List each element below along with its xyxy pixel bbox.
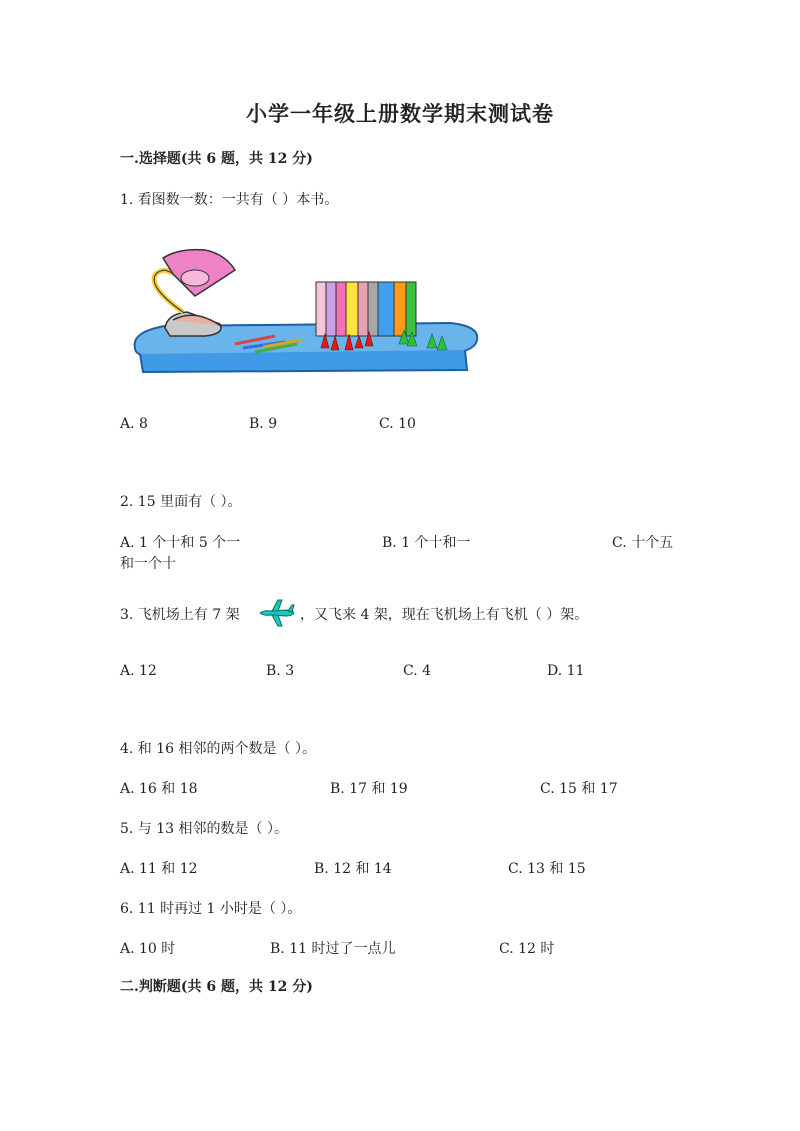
- question-6-stem: 6. 11 时再过 1 小时是（ ）。: [120, 901, 302, 917]
- question-3-stem-after: ，又飞来 4 架，现在飞机场上有飞机（ ）架。: [300, 607, 589, 623]
- question-2-option-a: A. 1 个十和 5 个一: [120, 535, 241, 551]
- question-4-option-b: B. 17 和 19: [330, 781, 408, 797]
- question-5-option-c: C. 13 和 15: [508, 861, 586, 877]
- question-1-option-b: B. 9: [249, 416, 278, 432]
- question-6-option-a: A. 10 时: [120, 941, 176, 957]
- question-3-stem-before: 3. 飞机场上有 7 架: [120, 607, 240, 623]
- question-6-option-c: C. 12 时: [499, 941, 555, 957]
- page-title: 小学一年级上册数学期末测试卷: [246, 101, 554, 126]
- question-3-option-b: B. 3: [266, 663, 295, 679]
- question-3-option-c: C. 4: [403, 663, 432, 679]
- desk-lamp-books-illustration: [125, 248, 485, 378]
- airplane-icon: [256, 598, 296, 628]
- question-3-option-d: D. 11: [547, 663, 585, 679]
- section-heading-true-false: 二.判断题(共 6 题，共 12 分): [120, 979, 313, 995]
- question-6-option-b: B. 11 时过了一点儿: [270, 941, 396, 957]
- question-1-option-a: A. 8: [120, 416, 148, 432]
- question-3-option-a: A. 12: [120, 663, 157, 679]
- question-2-stem: 2. 15 里面有（ ）。: [120, 494, 242, 510]
- question-2-option-c-continued: 和一个十: [120, 556, 176, 572]
- question-4-stem: 4. 和 16 相邻的两个数是（ ）。: [120, 741, 316, 757]
- question-4-option-a: A. 16 和 18: [120, 781, 198, 797]
- question-5-stem: 5. 与 13 相邻的数是（ ）。: [120, 821, 288, 837]
- question-2-option-c: C. 十个五: [612, 535, 674, 551]
- question-1-option-c: C. 10: [379, 416, 416, 432]
- question-1-stem: 1. 看图数一数：一共有（ ）本书。: [120, 192, 339, 208]
- question-5-option-a: A. 11 和 12: [120, 861, 198, 877]
- question-5-option-b: B. 12 和 14: [314, 861, 392, 877]
- question-2-option-b: B. 1 个十和一: [382, 535, 471, 551]
- question-4-option-c: C. 15 和 17: [540, 781, 618, 797]
- section-heading-multiple-choice: 一.选择题(共 6 题，共 12 分): [120, 151, 313, 167]
